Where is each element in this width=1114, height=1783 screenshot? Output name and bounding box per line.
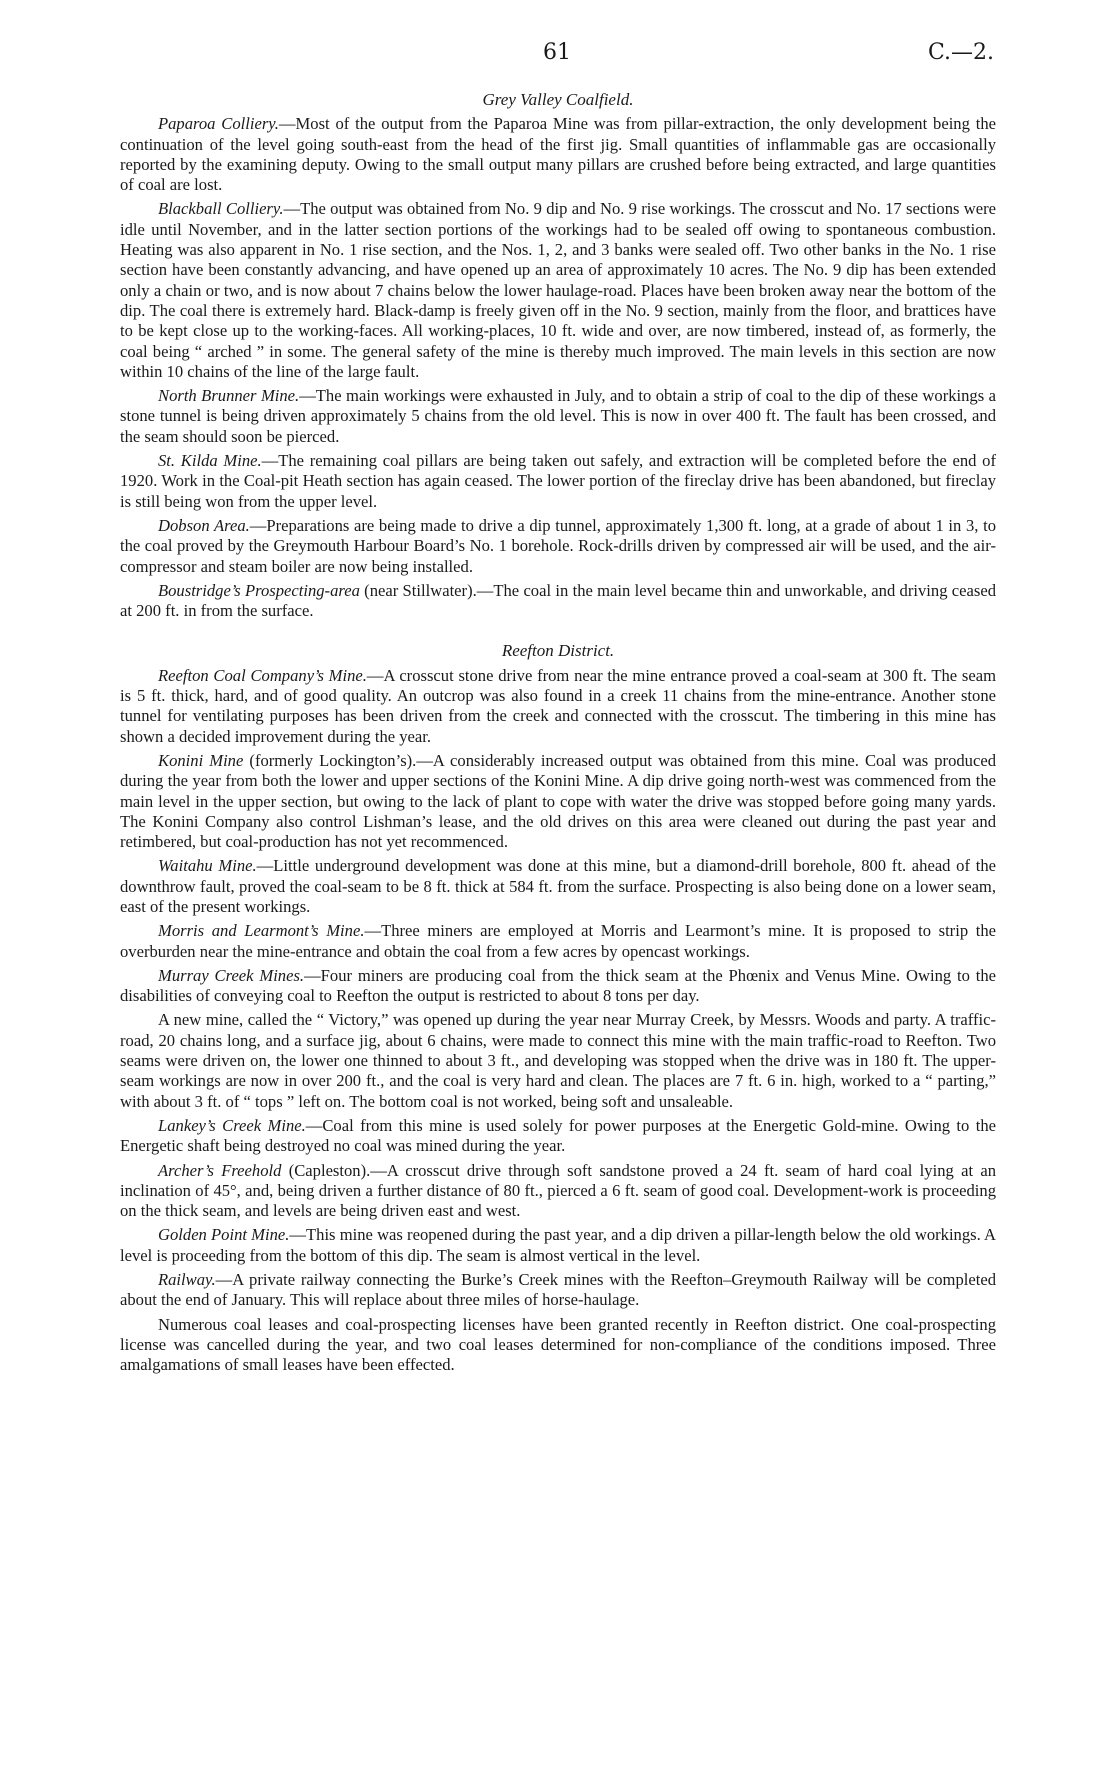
paragraph-lead: Waitahu Mine.	[158, 856, 257, 876]
paragraph-text: —Four miners are producing coal from the thick seam at the Phœnix and Venus Mine. Owing to the disabilities of conveying coal to Reefton the output is restricted to about 8 tons per day.	[120, 965, 997, 1006]
section-heading: Grey Valley Coalfield.	[482, 90, 634, 109]
paragraph-paparoa	[120, 114, 996, 195]
paragraph-lead: St. Kilda Mine.	[158, 451, 262, 471]
report-body	[120, 90, 996, 1380]
paragraph-railway	[120, 1270, 996, 1311]
paragraph-boustridge	[120, 581, 996, 622]
section-reefton	[120, 641, 996, 1375]
paragraph-lead: Golden Point Mine.	[158, 1225, 290, 1245]
paragraph-text: (formerly Lockington’s).—A considerably increased output was obtained from this mine. Coal was produced during the year from both the lower and upper sections of the Konini Mine. A dip drive going north-west was commenced from the main level in the upper section, but owing to the lack of plant to cope with water the drive was stopped before going many yards. The Konini Company also control Lishman’s lease, and the old drives on this area were cleaned out during the past year and retimbered, but coal-production has not yet recommenced.	[120, 750, 996, 852]
paragraph-text: A new mine, called the “ Victory,” was opened up during the year near Murray Creek, by Messrs. Woods and party. A traffic-road, 20 chains long, and a surface jig, about 6 chains, were made to connect this mine with the main traffic-road to Reefton. Two seams were driven on, the lower one thinned to about 3 ft., and developing was stopped when the drive was in 180 ft. The upper-seam workings are now in over 200 ft., and the coal is very hard and clean. The places are 7 ft. 6 in. high, worked to a “ parting,” with about 3 ft. of “ tops ” left on. The bottom coal is not worked, being soft and unsaleable.	[120, 1010, 996, 1111]
page-number: 61	[543, 40, 571, 65]
paragraph-morris-learmont	[120, 921, 996, 962]
paragraph-text: Numerous coal leases and coal-prospecting licenses have been granted recently in Reefton district. One coal-prospecting license was cancelled during the year, and two coal leases determined for non-compliance of the conditions imposed. Three amalgamations of small leases have been effected.	[120, 1314, 996, 1375]
paragraph-st-kilda	[120, 451, 996, 512]
paragraph-reefton-coal	[120, 666, 996, 747]
paragraph-lankeys-creek	[120, 1116, 996, 1157]
paragraph-text: (Capleston).—A crosscut drive through soft sandstone proved a 24 ft. seam of hard coal lying at an inclination of 45°, and, being driven a further distance of 80 ft., pierced a 6 ft. seam of good coal. Development-work is proceeding on the thick seam, and levels are being driven east and west.	[120, 1160, 996, 1221]
paragraph-lead: Blackball Colliery.	[158, 199, 284, 219]
paragraph-leases	[120, 1315, 996, 1376]
paragraph-waitahu	[120, 856, 996, 917]
paragraph-lead: North Brunner Mine.	[158, 386, 300, 406]
paragraph-text: —A crosscut stone drive from near the mine entrance proved a coal-seam at 300 ft. The seam is 5 ft. thick, hard, and of good quality. An outcrop was also found in a creek 11 chains from the mine-entrance. Another stone tunnel for ventilating purposes has been driven from the creek and connected with the crosscut. The timbering in this mine has shown a decided improvement during the year.	[120, 665, 996, 746]
paragraph-lead: Konini Mine	[158, 750, 244, 770]
paragraph-lead: Lankey’s Creek Mine.	[158, 1115, 306, 1135]
paragraph-lead: Murray Creek Mines.	[158, 965, 305, 985]
paragraph-murray-creek	[120, 966, 996, 1007]
paragraph-lead: Reefton Coal Company’s Mine.	[158, 665, 367, 685]
paragraph-lead: Dobson Area.	[158, 515, 250, 535]
section-heading: Reefton District.	[501, 641, 615, 661]
paragraph-text: —Little underground development was done at this mine, but a diamond-drill borehole, 800 ft. ahead of the downthrow fault, proved the coal-seam to be 8 ft. thick at 584 ft. from the surface. Prospecting is also being done on a lower seam, east of the present workings.	[120, 856, 996, 916]
section-grey-valley	[120, 90, 996, 621]
paragraph-text: —The output was obtained from No. 9 dip and No. 9 rise workings. The crosscut and No. 17 sections were idle until November, and in the latter section portions of the workings had to be sealed off owing to spontaneous combustion. Heating was also apparent in No. 1 rise section, and the Nos. 1, 2, and 3 banks were sealed off. Two other banks in the No. 1 rise section have been constantly advancing, and have opened up an area of approximately 10 acres. The No. 9 dip has been extended only a chain or two, and is now about 7 chains below the lower haulage-road. Places have been broken away near the bottom of the dip. The coal there is extremely hard. Black-damp is freely given off in the No. 9 section, mainly from the floor, and brattices have to be kept close up to the working-faces. All working-places, 10 ft. wide and over, are now timbered, instead of, as formerly, the coal being “ arched ” in some. The general safety of the mine is thereby much improved. The main levels in this section are now within 10 chains of the line of the large fault.	[120, 199, 996, 381]
paragraph-lead: Archer’s Freehold	[158, 1160, 282, 1180]
paragraph-archers-freehold	[120, 1161, 996, 1222]
paragraph-text: —The main workings were exhausted in July, and to obtain a strip of coal to the dip of these workings a stone tunnel is being driven approximately 5 chains from the old level. This is now in over 400 ft. The fault has been crossed, and the seam should soon be pierced.	[120, 386, 997, 446]
paragraph-text: —Coal from this mine is used solely for power purposes at the Energetic Gold-mine. Owing to the Energetic shaft being destroyed no coal was mined during the year.	[120, 1115, 996, 1156]
paragraph-text: —The remaining coal pillars are being taken out safely, and extraction will be completed before the end of 1920. Work in the Coal-pit Heath section has again ceased. The lower portion of the fireclay drive has been abandoned, but fireclay is still being won from the upper level.	[120, 451, 997, 511]
paragraph-north-brunner	[120, 386, 996, 447]
paragraph-lead: Boustridge’s Prospecting-area	[158, 580, 360, 600]
paragraph-text: —This mine was reopened during the past year, and a dip driven a pillar-length below the old workings. A level is proceeding from the bottom of this dip. The seam is almost vertical in the level.	[120, 1225, 997, 1265]
paragraph-lead: Railway.	[158, 1270, 216, 1290]
paragraph-lead: Morris and Learmont’s Mine.	[158, 921, 365, 941]
paragraph-konini	[120, 751, 996, 852]
paragraph-text: (near Stillwater).—The coal in the main level became thin and unworkable, and driving ceased at 200 ft. in from the surface.	[120, 580, 997, 621]
paragraph-dobson	[120, 516, 996, 577]
paragraph-text: —Most of the output from the Paparoa Mine was from pillar-extraction, the only development being the continuation of the level going south-east from the head of the first jig. Small quantities of inflammable gas are occasionally reported by the examining deputy. Owing to the small output many pillars are crushed before being extracted, and large quantities of coal are lost.	[120, 114, 997, 195]
paragraph-lead: Paparoa Colliery.	[158, 114, 279, 134]
paragraph-text: —Preparations are being made to drive a dip tunnel, approximately 1,300 ft. long, at a grade of about 1 in 3, to the coal proved by the Greymouth Harbour Board’s No. 1 borehole. Rock-drills driven by compressed air will be used, and the air-compressor and steam boiler are now being installed.	[120, 515, 996, 576]
page-header	[120, 40, 994, 72]
document-reference: C.—2.	[927, 40, 994, 65]
paragraph-text: —A private railway connecting the Burke’s Creek mines with the Reefton–Greymouth Railway will be completed about the end of January. This will replace about three miles of horse-haulage.	[120, 1270, 996, 1310]
paragraph-victory-mine	[120, 1010, 996, 1111]
paragraph-golden-point	[120, 1225, 996, 1266]
paragraph-blackball	[120, 199, 996, 382]
paragraph-text: —Three miners are employed at Morris and Learmont’s mine. It is proposed to strip the overburden near the mine-entrance and obtain the coal from a few acres by opencast workings.	[120, 921, 997, 961]
